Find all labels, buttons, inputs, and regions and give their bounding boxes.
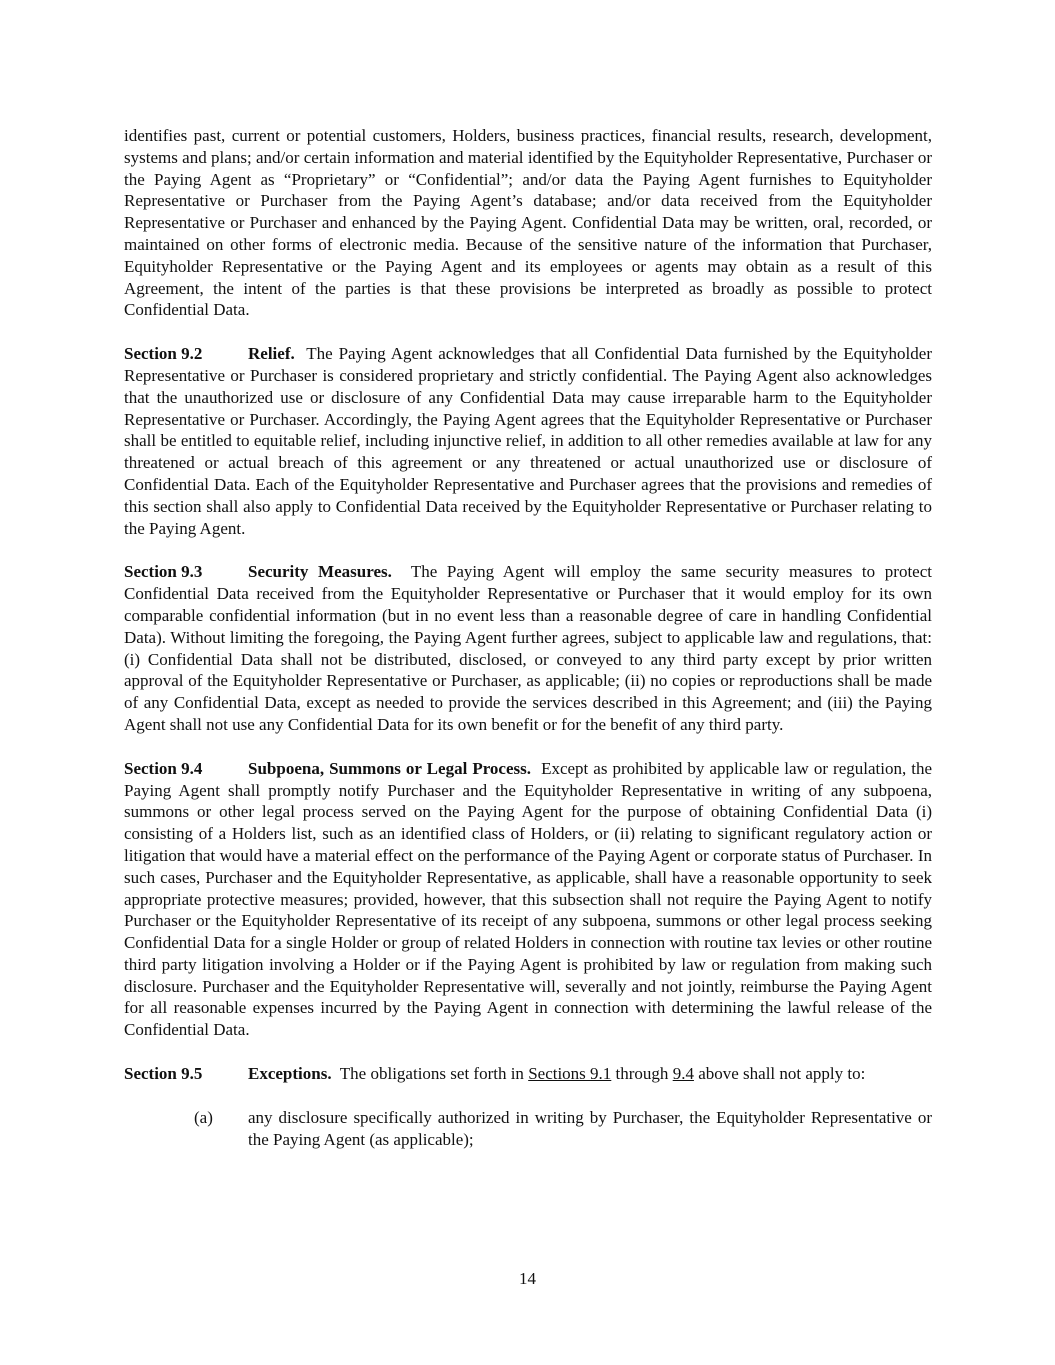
section-9-5 <box>124 1063 932 1085</box>
cross-reference-link[interactable]: 9.4 <box>672 1064 694 1084</box>
section-number: Section 9.3 <box>124 562 203 582</box>
section-heading: Exceptions. <box>248 1064 332 1084</box>
section-text-before: The obligations set forth in <box>339 1064 524 1084</box>
intro-paragraph: identifies past, current or potential customers, Holders, business practices, financial results, research, development, systems and plans; and/or certain information and material identified by the Equityholder Representative, Purchaser or the Paying Agent as “Proprietary” or “Confidential”; and/or data the Paying Agent furnishes to Equityholder Representative or Purchaser from the Paying Agent’s database; and/or data received from the Equityholder Representative or Purchaser and enhanced by the Paying Agent. Confidential Data may be written, oral, recorded, or maintained on other forms of electronic media. Because of the sensitive nature of the information that Purchaser, Equityholder Representative or the Paying Agent and its employees or agents may obtain as a result of this Agreement, the intent of the parties is that these provisions be interpreted as broadly as possible to protect Confidential Data. <box>124 126 932 320</box>
section-number: Section 9.5 <box>124 1064 203 1084</box>
section-text-mid: through <box>615 1064 669 1084</box>
list-item <box>194 1107 932 1151</box>
section-9-4 <box>124 758 932 1041</box>
section-text: The Paying Agent acknowledges that all Confidential Data furnished by the Equityholder Representative or Purchaser is considered proprietary and strictly confidential. The Paying Agent also acknowledges that the unauthorized use or disclosure of any Confidential Data may cause irreparable harm to the Equityholder Representative or Purchaser. Accordingly, the Paying Agent agrees that the Equityholder Representative or Purchaser shall be entitled to equitable relief, including injunctive relief, in addition to all other remedies available at law for any threatened or actual breach of this agreement or any threatened or actual unauthorized use or disclosure of Confidential Data. Each of the Equityholder Representative and Purchaser agrees that the provisions and remedies of this section shall also apply to Confidential Data received by the Equityholder Representative or Purchaser relating to the Paying Agent. <box>124 344 932 538</box>
section-9-3 <box>124 561 932 735</box>
section-heading: Subpoena, Summons or Legal Process. <box>248 758 532 778</box>
cross-reference-link[interactable]: Sections 9.1 <box>528 1064 612 1084</box>
section-9-2 <box>124 343 932 539</box>
section-number: Section 9.4 <box>124 758 203 778</box>
section-heading: Relief. <box>248 344 295 364</box>
section-number: Section 9.2 <box>124 344 203 364</box>
list-item-text: any disclosure specifically authorized in writing by Purchaser, the Equityholder Representative or the Paying Agent (as applicable); <box>248 1107 932 1149</box>
section-text: The Paying Agent will employ the same security measures to protect Confidential Data received from the Equityholder Representative or Purchaser that it would employ for its own comparable confidential information (but in no event less than a reasonable degree of care in handling Confidential Data). Without limiting the foregoing, the Paying Agent further agrees, subject to applicable law and regulations, that: (i) Confidential Data shall not be distributed, disclosed, or conveyed to any third party except by prior written approval of the Equityholder Representative or Purchaser, as applicable; (ii) no copies or reproductions shall be made of any Confidential Data, except as needed to provide the services described in this Agreement; and (iii) the Paying Agent shall not use any Confidential Data for its own benefit or for the benefit of any third party. <box>124 562 932 734</box>
page-number: 14 <box>519 1269 536 1288</box>
section-heading: Security Measures. <box>248 562 392 582</box>
section-text-after: above shall not apply to: <box>698 1064 866 1084</box>
section-text: Except as prohibited by applicable law or regulation, the Paying Agent shall promptly notify Purchaser and the Equityholder Representative in writing of any subpoena, summons or other legal process served on the Paying Agent for the purpose of obtaining Confidential Data (i) consisting of a Holders list, such as an identified class of Holders, or (ii) relating to significant regulatory action or litigation that would have a material effect on the performance of the Paying Agent or corporate status of Purchaser. In such cases, Purchaser and the Equityholder Representative, as applicable, shall have a reasonable opportunity to seek appropriate protective measures; provided, however, that this subsection shall not require the Paying Agent to notify Purchaser or the Equityholder Representative of its receipt of any subpoena, summons or other legal process seeking Confidential Data for a single Holder or group of related Holders in connection with routine tax levies or other routine third party litigation involving a Holder or if the Paying Agent is prohibited by law or regulation from making such disclosure. Purchaser and the Equityholder Representative will, severally and not jointly, reimburse the Paying Agent for all reasonable expenses incurred by the Paying Agent in connection with determining the lawful release of the Confidential Data. <box>124 758 933 1040</box>
document-body <box>124 125 932 1150</box>
list-item-label: (a) <box>194 1107 213 1127</box>
